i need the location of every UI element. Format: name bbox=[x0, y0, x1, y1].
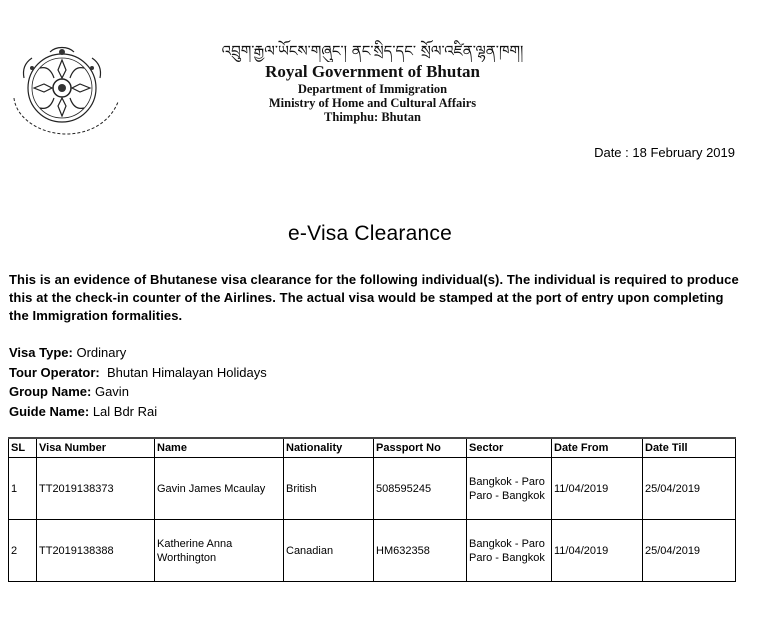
col-header-date-from: Date From bbox=[552, 438, 643, 458]
cell-passport: HM632358 bbox=[374, 520, 467, 582]
tour-operator-value: Bhutan Himalayan Holidays bbox=[107, 364, 267, 380]
letterhead bbox=[200, 40, 545, 124]
col-header-sl: SL bbox=[9, 438, 37, 458]
col-header-nationality: Nationality bbox=[284, 438, 374, 458]
col-header-date-till: Date Till bbox=[643, 438, 736, 458]
office-location: Thimphu: Bhutan bbox=[324, 110, 421, 124]
cell-sector bbox=[467, 520, 552, 582]
group-name-label: Group Name: bbox=[9, 384, 92, 399]
cell-nationality: Canadian bbox=[284, 520, 374, 582]
sector-return: Paro - Bangkok bbox=[469, 489, 545, 502]
group-name-value: Gavin bbox=[94, 384, 129, 399]
dzongkha-heading: འབྲུག་རྒྱལ་ཡོངས་གཞུང་། ནང་སྲིད་དང་ སྲོལ་འཛིན་ལྷན་ཁག། bbox=[221, 42, 524, 60]
col-header-visa-number: Visa Number bbox=[37, 438, 155, 458]
cell-sector bbox=[467, 458, 552, 520]
sector-return: Paro - Bangkok bbox=[469, 551, 545, 564]
guide-name-row bbox=[9, 402, 267, 422]
table-row bbox=[9, 520, 736, 582]
sector-outbound: Bangkok - Paro bbox=[469, 537, 545, 550]
document-title: e-Visa Clearance bbox=[288, 222, 452, 245]
cell-name: Gavin James Mcaulay bbox=[155, 458, 284, 520]
cell-nationality: British bbox=[284, 458, 374, 520]
visa-type-label: Visa Type: bbox=[9, 345, 73, 360]
visa-type-value: Ordinary bbox=[76, 345, 127, 360]
col-header-sector: Sector bbox=[467, 438, 552, 458]
cell-visa-number: TT2019138373 bbox=[37, 458, 155, 520]
department-name: Department of Immigration bbox=[297, 82, 448, 96]
cell-passport: 508595245 bbox=[374, 458, 467, 520]
ministry-name: Ministry of Home and Cultural Affairs bbox=[268, 96, 477, 110]
cell-visa-number: TT2019138388 bbox=[37, 520, 155, 582]
government-name: Royal Government of Bhutan bbox=[265, 62, 480, 81]
cell-sl: 1 bbox=[9, 458, 37, 520]
issue-date: Date : 18 February 2019 bbox=[594, 145, 735, 160]
col-header-name: Name bbox=[155, 438, 284, 458]
visa-details bbox=[9, 343, 267, 421]
col-header-passport: Passport No bbox=[374, 438, 467, 458]
cell-date-till: 25/04/2019 bbox=[643, 458, 736, 520]
guide-name-label: Guide Name: bbox=[9, 403, 90, 419]
cell-sl: 2 bbox=[9, 520, 37, 582]
cell-date-from: 11/04/2019 bbox=[552, 520, 643, 582]
group-name-row bbox=[9, 382, 267, 402]
royal-emblem-seal bbox=[10, 38, 122, 140]
table-header-row bbox=[9, 438, 736, 458]
guide-name-value: Lal Bdr Rai bbox=[92, 403, 158, 419]
cell-name: Katherine Anna Worthington bbox=[155, 520, 284, 582]
sector-outbound: Bangkok - Paro bbox=[469, 475, 545, 488]
visa-table bbox=[8, 437, 736, 582]
visa-type-row bbox=[9, 343, 267, 363]
tour-operator-row bbox=[9, 363, 267, 383]
cell-date-from: 11/04/2019 bbox=[552, 458, 643, 520]
cell-date-till: 25/04/2019 bbox=[643, 520, 736, 582]
clearance-statement: This is an evidence of Bhutanese visa clearance for the following individual(s). The individual is required to produce this at the check-in counter of the Airlines. The actual visa would be stamped at the port of entry upon completing the Immigration formalities. bbox=[9, 272, 739, 323]
tour-operator-label: Tour Operator: bbox=[9, 364, 100, 380]
table-row bbox=[9, 458, 736, 520]
